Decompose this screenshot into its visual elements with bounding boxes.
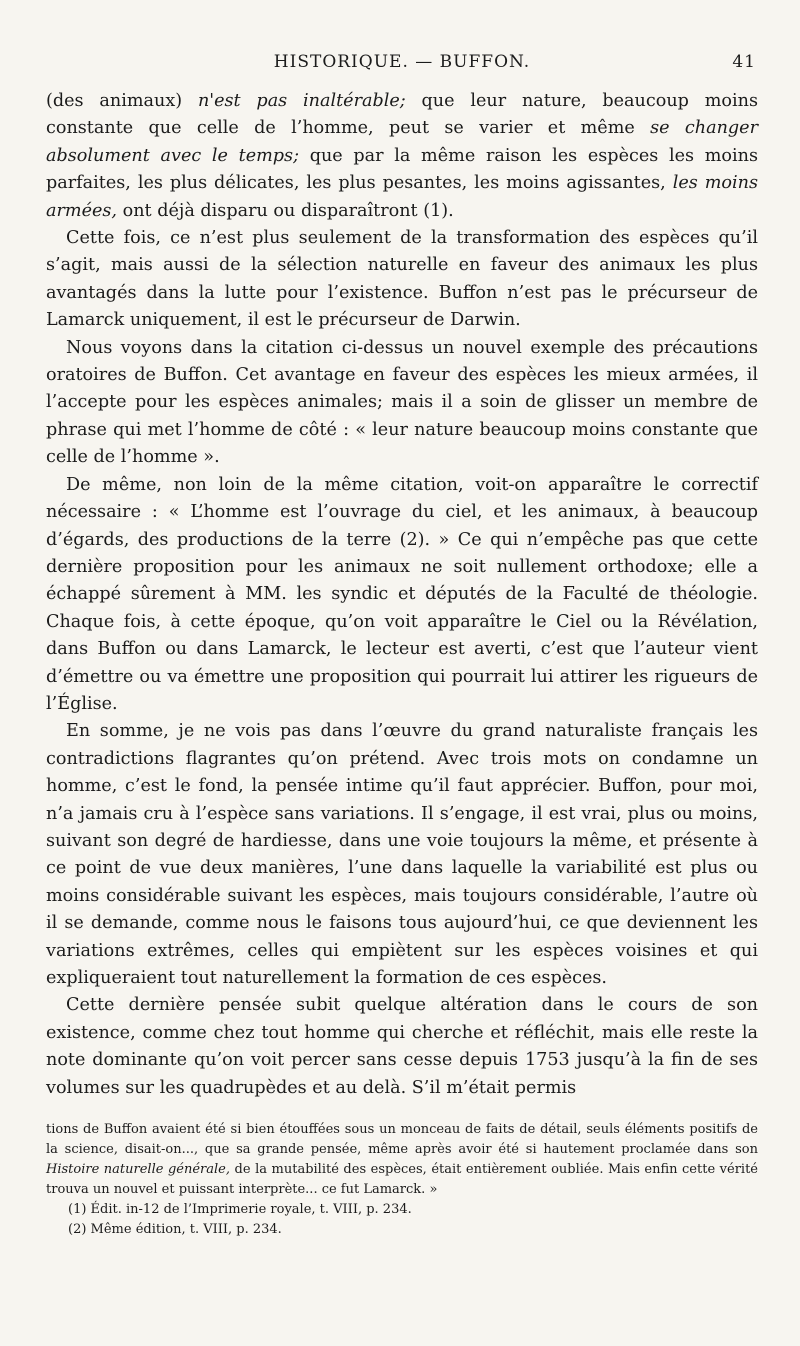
italic-run: n'est pas inaltérable; (197, 91, 406, 111)
text-run: (des animaux) (46, 91, 198, 111)
footnote-continuation (46, 1120, 758, 1200)
paragraph (46, 335, 758, 472)
paragraph (46, 88, 758, 225)
text-run: que par la même raison les espèces les moins parfaites, les plus délicates, les plus pesantes, les moins agissantes, (46, 145, 758, 194)
text-run: ont déjà disparu ou disparaîtront (1). (117, 200, 454, 221)
text-run: Nous voyons dans la citation ci-dessus un nouvel exemple des précautions oratoires de Buffon. Cet avantage en faveur des espèces les mieux armées, il l’accepte pour les espèces animales; mais il a soin de glisser un membre de phrase qui met l’homme de côté : « leur nature beaucoup moins constante que celle de l’homme ». (46, 337, 758, 468)
text-run: Cette dernière pensée subit quelque altération dans le cours de son existence, comme chez tout homme qui cherche et réfléchit, mais elle reste la note dominante qu’on voit percer sans cesse depuis 1753 jusqu’à la fin de ses volumes sur les quadrupèdes et au delà. S’il m’était permis (46, 995, 758, 1098)
footnote-2: (2) Même édition, t. VIII, p. 234. (68, 1222, 282, 1238)
running-title: HISTORIQUE. — BUFFON. (273, 52, 531, 72)
body-text (46, 88, 758, 1102)
footnote-1: (1) Édit. in-12 de l’Imprimerie royale, t. VIII, p. 234. (68, 1202, 412, 1218)
footnotes (46, 1120, 758, 1240)
italic-run: Histoire naturelle générale, (46, 1162, 231, 1178)
page-number: 41 (732, 52, 756, 72)
running-header (46, 52, 758, 82)
text-run: Cette fois, ce n’est plus seulement de la transformation des espèces qu’il s’agit, mais aussi de la sélection naturelle en faveur des animaux les plus avantagés dans la lutte pour l’existence. Buffon n’est pas le précurseur de Lamarck uniquement, il est le précurseur de Darwin. (46, 228, 758, 331)
paragraph (46, 225, 758, 335)
text-run: De même, non loin de la même citation, voit-on apparaître le correctif nécessaire : « L’homme est l’ouvrage du ciel, et les animaux, à beaucoup d’égards, des productions de la terre (2). » Ce qui n’empêche pas que cette dernière proposition pour les animaux ne soit nullement orthodoxe; elle a échappé sûrement à MM. les syndic et députés de la Faculté de théologie. Chaque fois, à cette époque, qu’on voit apparaître le Ciel ou la Révélation, dans Buffon ou dans Lamarck, le lecteur est averti, c’est que l’auteur vient d’émettre ou va émettre une proposition qui pourrait lui attirer les rigueurs de l’Église. (46, 474, 758, 714)
italic-run: les moins armées, (46, 173, 758, 221)
paragraph (46, 718, 758, 992)
text-run: que leur nature, beaucoup moins constante que celle de l’homme, peut se varier et même (46, 91, 758, 139)
italic-run: se changer absolument avec le temps; (46, 118, 758, 166)
paragraph (46, 472, 758, 719)
text-run: tions de Buffon avaient été si bien étouffées sous un monceau de faits de détail, seuls éléments positifs de la science, disait-on..., que sa grande pensée, même après avoir été si hautement proclamée dans son (46, 1122, 758, 1158)
text-run: En somme, je ne vois pas dans l’œuvre du grand naturaliste français les contradictions flagrantes qu’on prétend. Avec trois mots on condamne un homme, c’est le fond, la pensée intime qu’il faut apprécier. Buffon, pour moi, n’a jamais cru à l’espèce sans variations. Il s’engage, il est vrai, plus ou moins, suivant son degré de hardiesse, dans une voie toujours la même, et présente à ce point de vue deux manières, l’une dans laquelle la variabilité est plus ou moins considérable suivant les espèces, mais toujours considérable, l’autre où il se demande, comme nous le faisons tous aujourd’hui, ce que deviennent les variations extrêmes, celles qui empiètent sur les espèces voisines et qui expliqueraient tout naturellement la formation de ces espèces. (46, 721, 758, 988)
text-run: de la mutabilité des espèces, était entièrement oubliée. Mais enfin cette vérité trouva un nouvel et puissant interprète... ce fut Lamarck. » (46, 1162, 758, 1198)
paragraph (46, 992, 758, 1102)
